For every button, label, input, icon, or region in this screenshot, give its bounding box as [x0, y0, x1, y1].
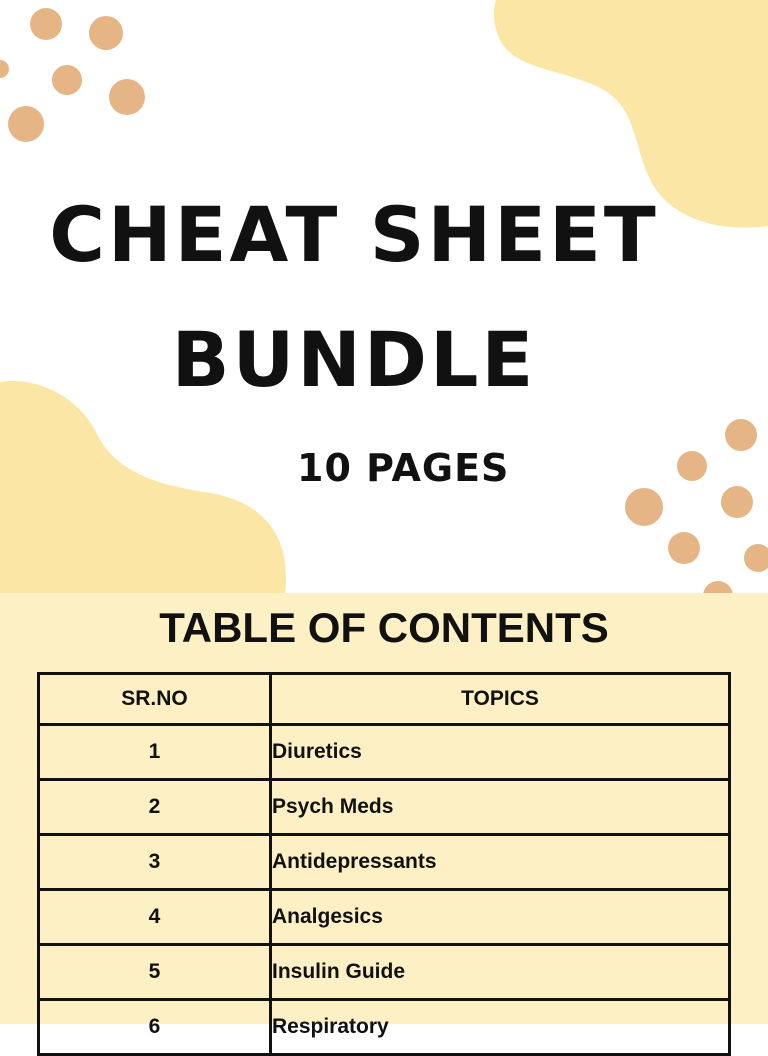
dot	[721, 486, 753, 518]
table-row	[39, 835, 730, 890]
table-row	[39, 725, 730, 780]
row-topic: Respiratory	[271, 1000, 730, 1055]
title-line-2: BUNDLE	[171, 315, 537, 404]
row-number: 5	[39, 945, 271, 1000]
column-header-srno: SR.NO	[39, 674, 271, 725]
table-of-contents-section	[0, 593, 768, 1038]
row-number: 1	[39, 725, 271, 780]
table-row	[39, 945, 730, 1000]
page-count: 10 PAGES	[297, 446, 510, 490]
row-number: 2	[39, 780, 271, 835]
table-row	[39, 1000, 730, 1055]
dot	[52, 65, 82, 95]
row-topic: Analgesics	[271, 890, 730, 945]
dot	[8, 106, 44, 142]
bottom-right-dots	[625, 419, 768, 611]
top-left-dots	[0, 8, 145, 142]
row-topic: Diuretics	[271, 725, 730, 780]
row-topic: Antidepressants	[271, 835, 730, 890]
title-line-1: CHEAT SHEET	[49, 190, 659, 279]
dot	[30, 8, 62, 40]
row-topic: Psych Meds	[271, 780, 730, 835]
left-blob	[0, 381, 286, 593]
toc-heading: TABLE OF CONTENTS	[159, 604, 609, 651]
toc-table	[37, 672, 731, 1056]
header-row	[39, 674, 730, 725]
dot	[725, 419, 757, 451]
dot	[0, 60, 9, 78]
table-row	[39, 890, 730, 945]
row-number: 3	[39, 835, 271, 890]
dot	[625, 488, 663, 526]
dot	[677, 451, 707, 481]
row-number: 6	[39, 1000, 271, 1055]
dot	[109, 79, 145, 115]
dot	[744, 544, 768, 572]
dot	[668, 532, 700, 564]
table-row	[39, 780, 730, 835]
dot	[89, 16, 123, 50]
column-header-topics: TOPICS	[271, 674, 730, 725]
row-topic: Insulin Guide	[271, 945, 730, 1000]
row-number: 4	[39, 890, 271, 945]
